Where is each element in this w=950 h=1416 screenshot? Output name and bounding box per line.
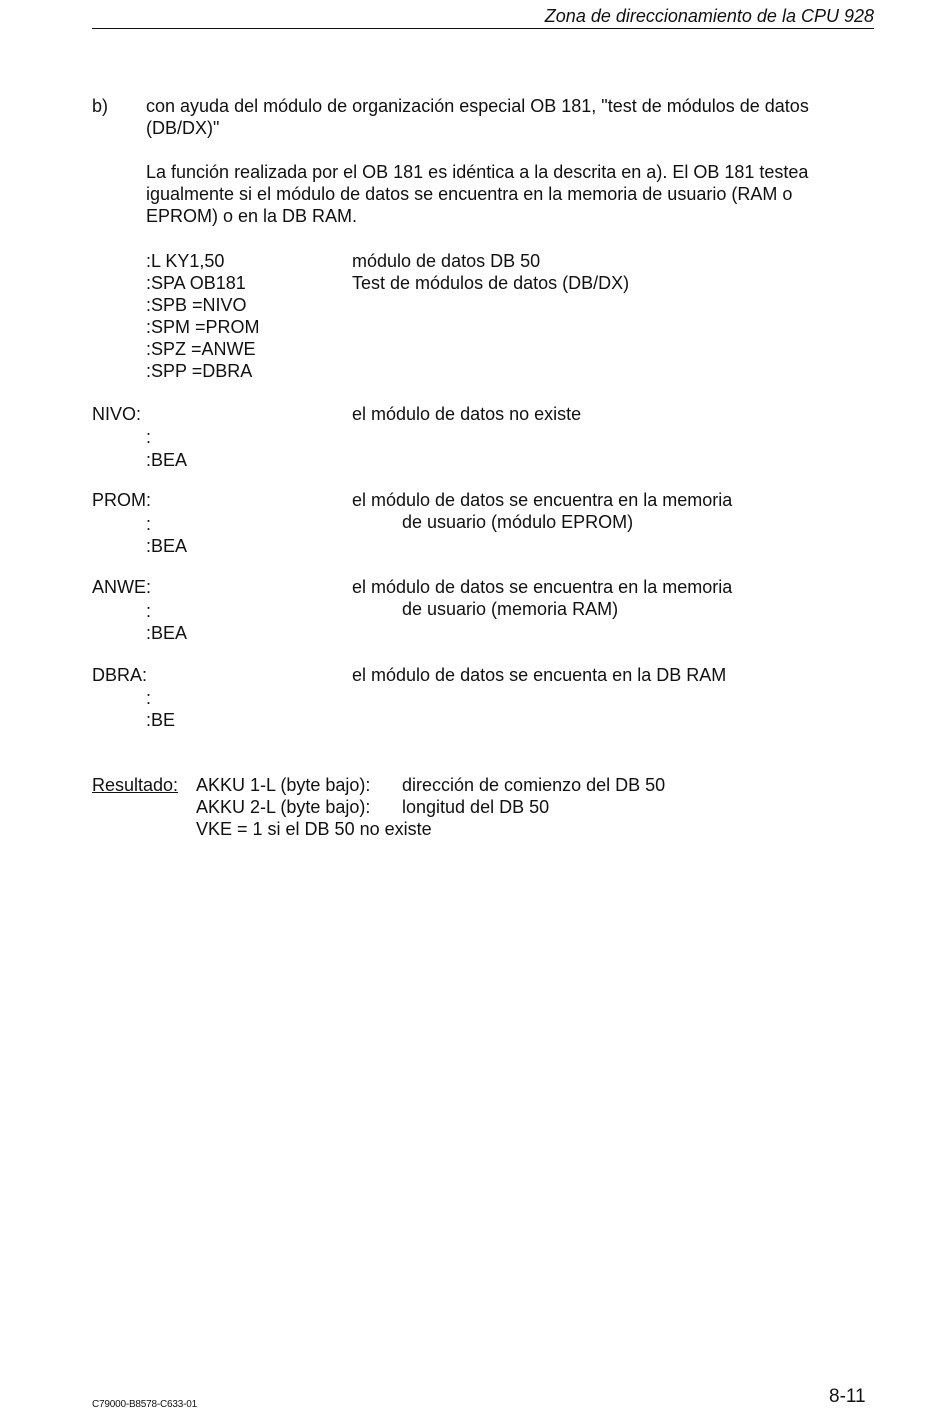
code-comment: módulo de datos DB 50 [352, 251, 541, 271]
code-instruction: :SPB =NIVO [146, 295, 247, 315]
paragraph-line-3: EPROM) o en la DB RAM. [146, 206, 358, 226]
paragraph-line-1: La función realizada por el OB 181 es idéntica a la descrita en a). El OB 181 testea [146, 162, 809, 182]
page-number: 8-11 [829, 1386, 866, 1407]
code-instruction: :SPA OB181 [146, 273, 246, 293]
result-vke: VKE = 1 si el DB 50 no existe [196, 819, 432, 839]
result-key: AKKU 2-L (byte bajo): [196, 797, 371, 817]
label-anwe: ANWE: [92, 577, 152, 597]
ellipsis-dots: : [146, 688, 152, 708]
code-instruction: :L KY1,50 [146, 251, 225, 271]
code-instruction: :SPP =DBRA [146, 361, 253, 381]
label-dbra: DBRA: [92, 665, 148, 685]
header-rule [92, 28, 874, 29]
result-key: AKKU 1-L (byte bajo): [196, 775, 371, 795]
page-header-title: Zona de direccionamiento de la CPU 928 [544, 6, 874, 26]
label-prom-end: :BEA [146, 536, 188, 556]
result-value: longitud del DB 50 [402, 797, 550, 817]
label-dbra-end: :BE [146, 710, 176, 730]
code-instruction: :SPM =PROM [146, 317, 260, 337]
label-anwe-comment: el módulo de datos se encuentra en la memoria [352, 577, 733, 597]
ellipsis-dots: : [146, 601, 152, 621]
paragraph-line-2: igualmente si el módulo de datos se encuentra en la memoria de usuario (RAM o [146, 184, 793, 204]
label-nivo: NIVO: [92, 404, 142, 424]
ellipsis-dots: : [146, 427, 152, 447]
result-label: Resultado: [92, 775, 179, 795]
footer-doc-code: C79000-B8578-C633-01 [92, 1399, 197, 1410]
label-anwe-end: :BEA [146, 623, 188, 643]
label-nivo-end: :BEA [146, 450, 188, 470]
code-comment: Test de módulos de datos (DB/DX) [352, 273, 630, 293]
code-instruction: :SPZ =ANWE [146, 339, 256, 359]
result-value: dirección de comienzo del DB 50 [402, 775, 666, 795]
label-anwe-comment-2: de usuario (memoria RAM) [402, 599, 619, 619]
ellipsis-dots: : [146, 514, 152, 534]
label-prom-comment-2: de usuario (módulo EPROM) [402, 512, 634, 532]
item-heading-line-2: (DB/DX)" [146, 118, 220, 138]
label-prom-comment: el módulo de datos se encuentra en la memoria [352, 490, 733, 510]
label-dbra-comment: el módulo de datos se encuenta en la DB RAM [352, 665, 727, 685]
label-nivo-comment: el módulo de datos no existe [352, 404, 582, 424]
item-marker: b) [92, 96, 109, 116]
label-prom: PROM: [92, 490, 152, 510]
item-heading-line-1: con ayuda del módulo de organización especial OB 181, "test de módulos de datos [146, 96, 809, 116]
